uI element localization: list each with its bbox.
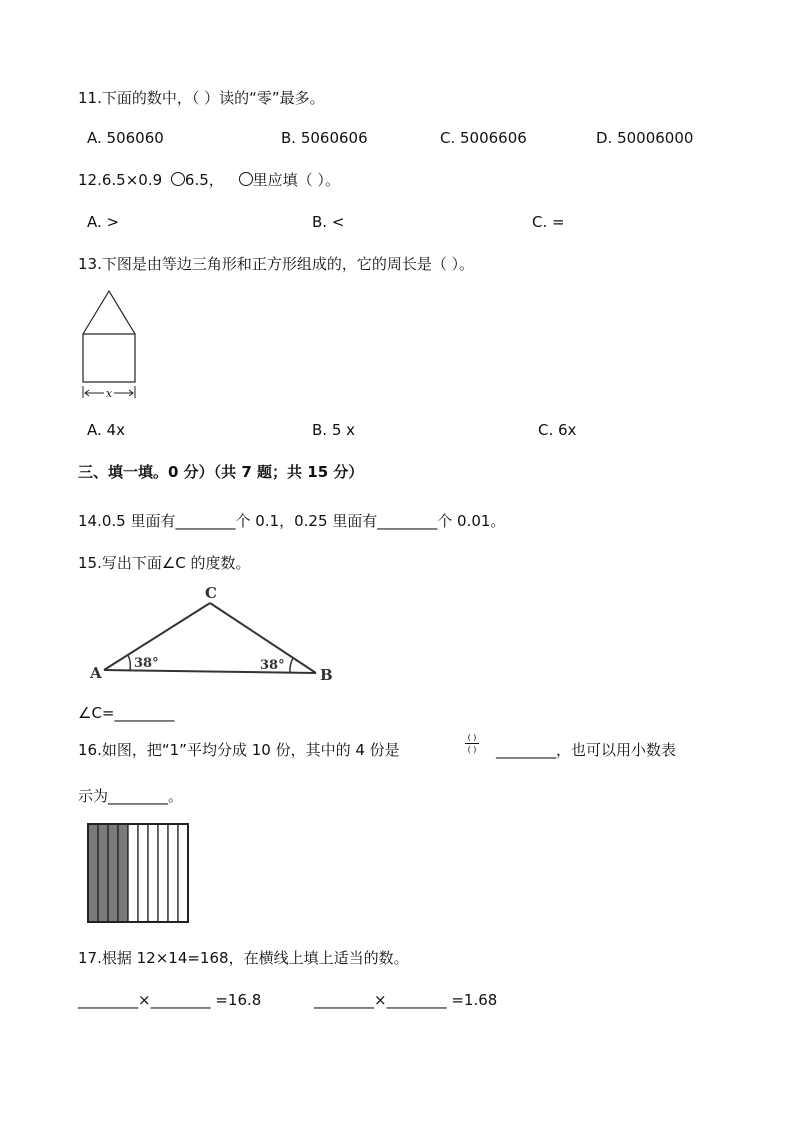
triangle-abc-figure <box>88 580 348 690</box>
fraction-numerator: ( ) <box>467 733 477 742</box>
fraction-bar <box>465 743 479 744</box>
vertex-c-label: C <box>205 584 217 602</box>
strip-part <box>178 824 188 922</box>
q13-option-a: A. 4x <box>87 421 125 439</box>
q12-stem-part-c: 里应填（ ）。 <box>252 171 340 189</box>
q13-option-b: B. 5 x <box>312 421 356 439</box>
angle-b-label: 38° <box>260 658 285 673</box>
strip-part-shaded <box>108 824 118 922</box>
strip-part <box>148 824 158 922</box>
vertex-b-label: B <box>320 666 333 684</box>
q13-side-label: x <box>105 387 113 400</box>
circle-icon <box>171 172 185 186</box>
q11-stem: 11.下面的数中，（ ）读的“零”最多。 <box>78 89 325 107</box>
q15-answer: ∠C=________ <box>78 704 175 722</box>
q15-stem: 15.写出下面∠C 的度数。 <box>78 554 251 572</box>
q11-option-b: B. 5060606 <box>281 129 368 147</box>
q11-option-d: D. 50006000 <box>596 129 694 147</box>
q16-stem-b: ________，也可以用小数表 <box>496 741 677 759</box>
strip-part-shaded <box>98 824 108 922</box>
q13-stem: 13.下图是由等边三角形和正方形组成的，它的周长是（ ）。 <box>78 255 475 273</box>
vertex-a-label: A <box>90 664 102 682</box>
angle-a-label: 38° <box>134 656 159 671</box>
q16-stem-a: 16.如图，把“1”平均分成 10 份，其中的 4 份是 <box>78 741 400 759</box>
q14-stem: 14.0.5 里面有________个 0.1，0.25 里面有________个 0.01。 <box>78 512 506 530</box>
circle-icon <box>239 172 253 186</box>
strip-part <box>138 824 148 922</box>
q16-stem-c: 示为________。 <box>78 787 184 805</box>
fraction-denominator: ( ) <box>467 745 477 754</box>
q13-option-c: C. 6x <box>538 421 577 439</box>
triangle-square-figure <box>76 286 146 404</box>
strip-part <box>158 824 168 922</box>
strip-part-shaded <box>88 824 98 922</box>
q12-option-b: B. < <box>312 213 345 231</box>
strip-part-shaded <box>118 824 128 922</box>
strip-part <box>128 824 138 922</box>
section-heading: 三、填一填。0 分）（共 7 题；共 15 分） <box>78 463 364 481</box>
fraction-strip <box>86 822 190 924</box>
q12-stem-part-a: 12.6.5×0.9 <box>78 171 163 189</box>
q16-fraction <box>462 733 482 754</box>
strip-part <box>168 824 178 922</box>
q12-option-a: A. > <box>87 213 120 231</box>
q17-equation-2: ________×________ =1.68 <box>314 991 498 1009</box>
q12-option-c: C. = <box>532 213 565 231</box>
q17-equation-1: ________×________ =16.8 <box>78 991 262 1009</box>
q11-option-a: A. 506060 <box>87 129 164 147</box>
q12-stem <box>78 170 340 190</box>
q12-stem-part-b: 6.5， <box>184 171 224 189</box>
q11-option-c: C. 5006606 <box>440 129 527 147</box>
q17-stem: 17.根据 12×14=168，在横线上填上适当的数。 <box>78 949 409 967</box>
